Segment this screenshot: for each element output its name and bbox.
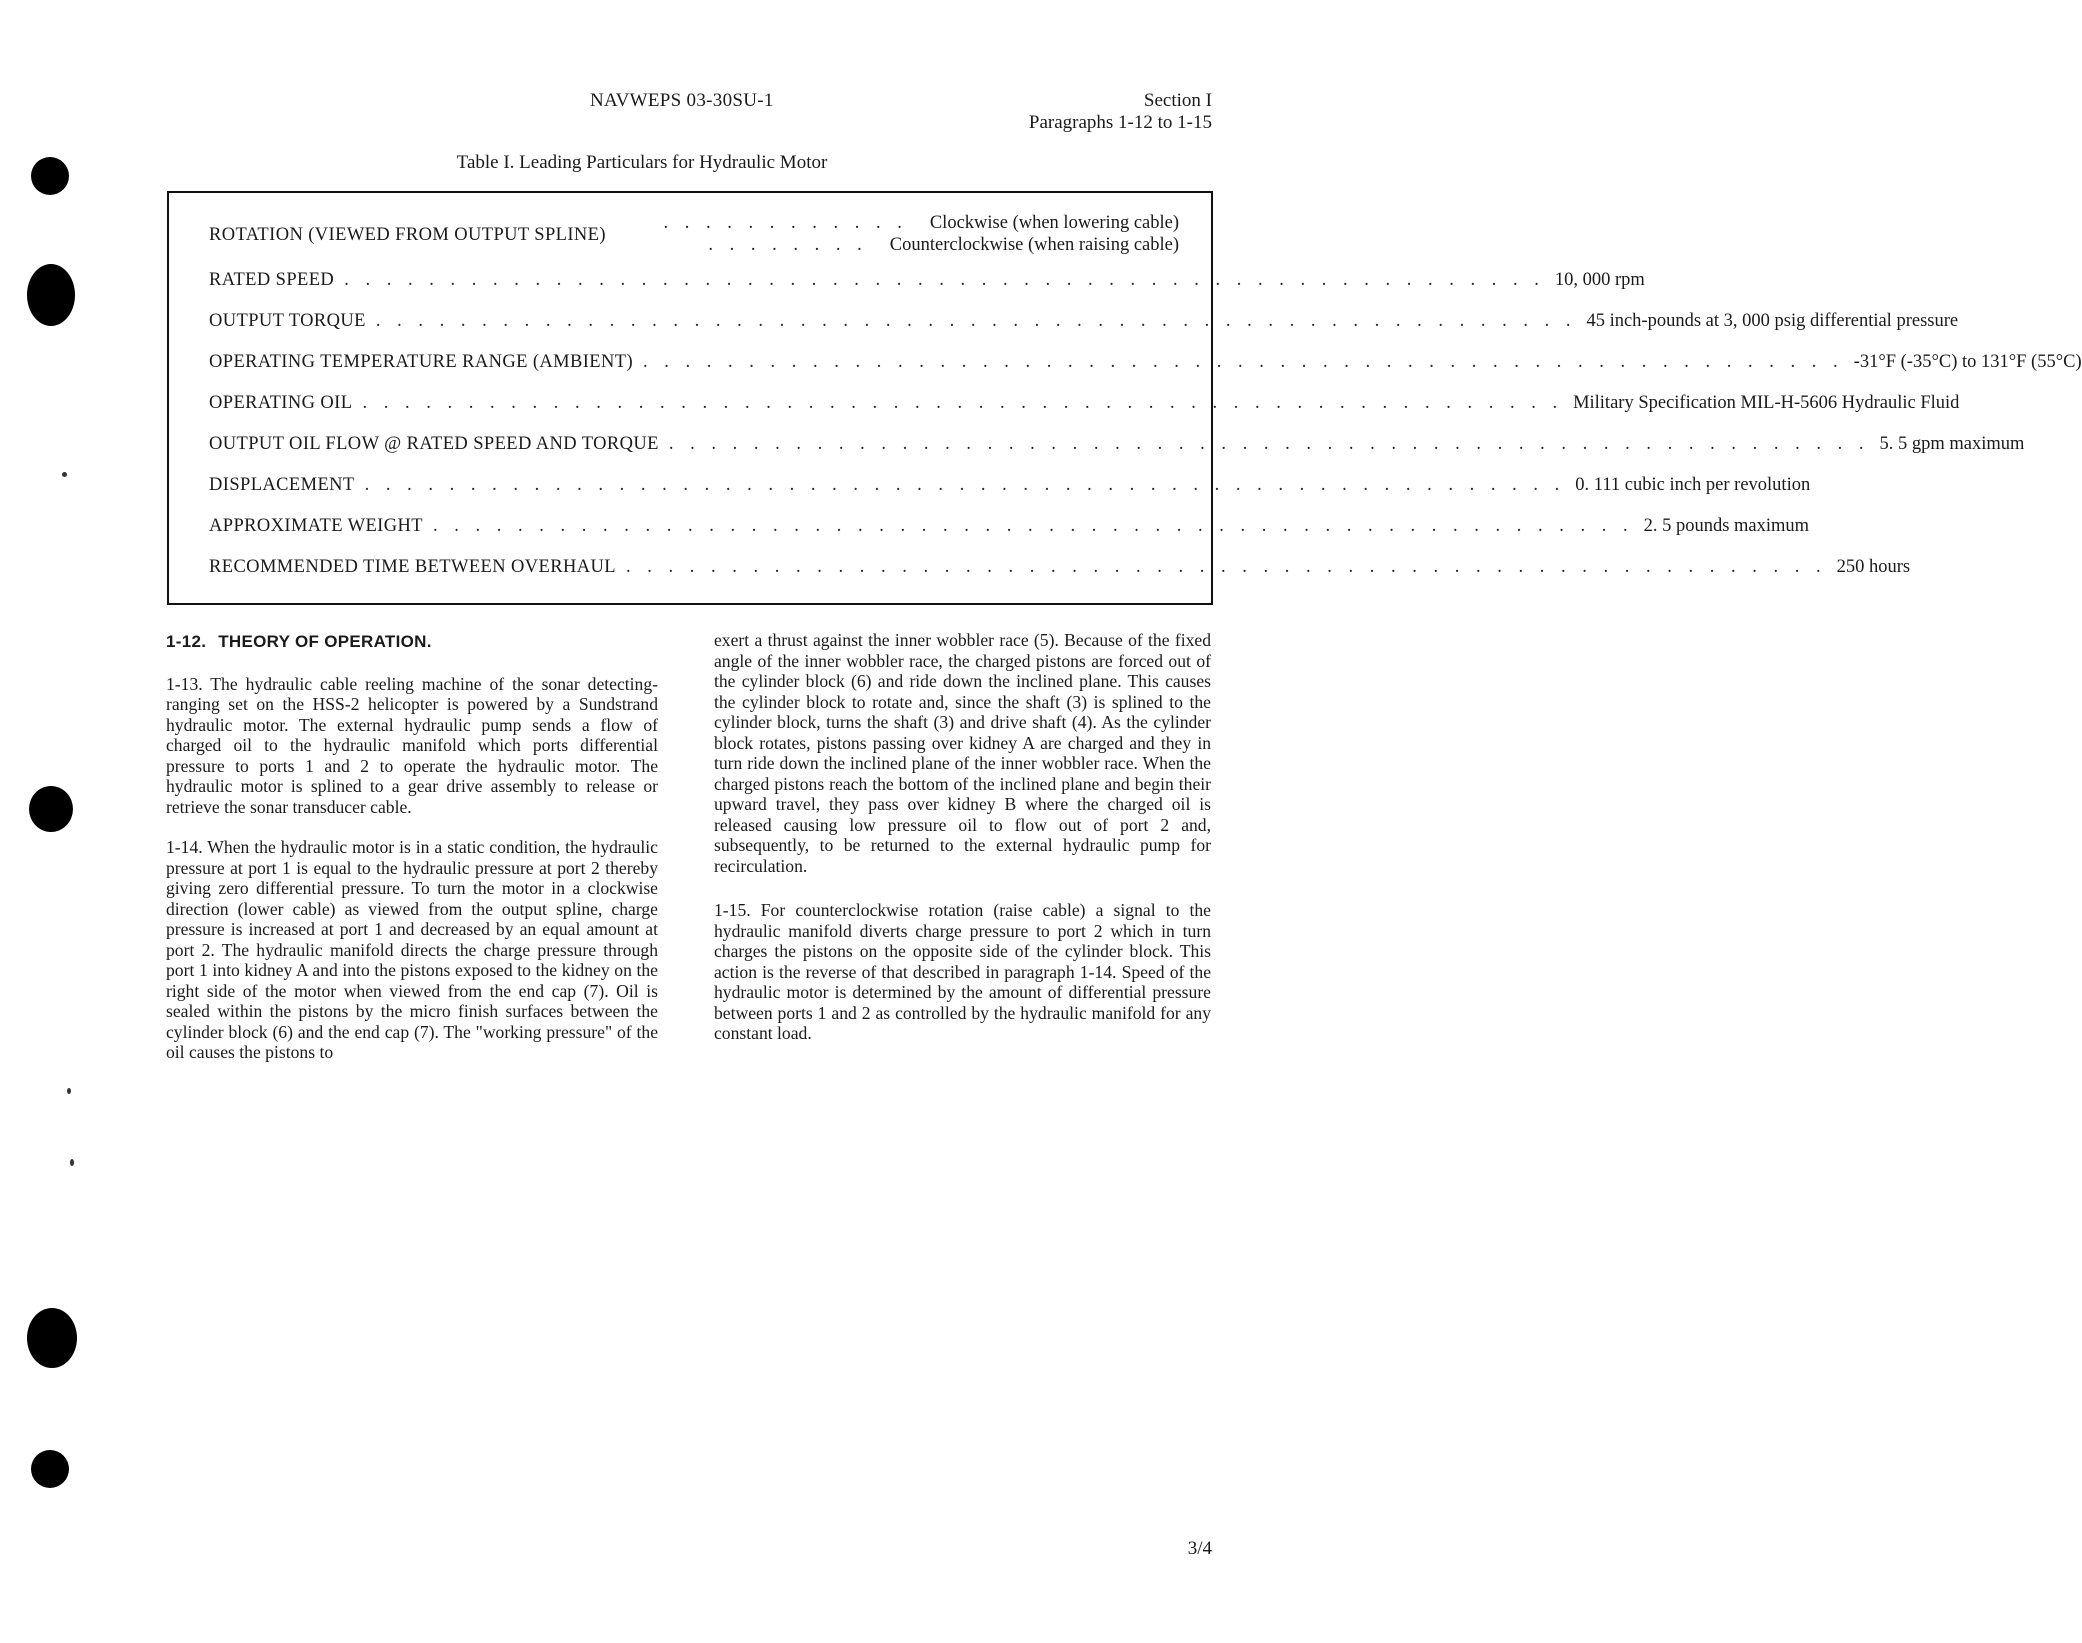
- row-value: 45 inch-pounds at 3, 000 psig differential pressure: [1586, 311, 1959, 331]
- row-value: 250 hours: [1836, 557, 1911, 577]
- table-row: [209, 516, 1810, 537]
- row-label: OPERATING TEMPERATURE RANGE (AMBIENT): [209, 352, 634, 372]
- table-row: [209, 213, 1179, 257]
- leader-dots: . . . . . . . . . . . . . . . . . . . . . . . . . . . . . . . . . . . . . . . . . . . . . . . . . . . . . . . . .: [668, 434, 1870, 454]
- paragraphs-label: Paragraphs 1-12 to 1-15: [1028, 112, 1212, 133]
- table-row: [209, 434, 2025, 455]
- table-title: Table I. Leading Particulars for Hydraulic Motor: [456, 152, 828, 173]
- section-number: 1-12.: [166, 632, 207, 651]
- row-value: Military Specification MIL-H-5606 Hydraulic Fluid: [1573, 393, 1960, 413]
- row-value: 10, 000 rpm: [1554, 270, 1645, 290]
- row-value: . . . . . . . . . . . . Clockwise (when lowering cable): [663, 213, 1179, 233]
- row-label: ROTATION (VIEWED FROM OUTPUT SPLINE): [209, 225, 606, 245]
- binder-hole-2: [27, 264, 75, 326]
- section-reference: [1029, 90, 1212, 134]
- row-value-2: . . . . . . . . Counterclockwise (when raising cable): [708, 235, 1179, 255]
- table-row: [209, 557, 1911, 578]
- leader-dots: . . . . . . . . . . . . . . . . . . . . . . . . . . . . . . . . . . . . . . . . . . . . . . . . . . . . . . . . .: [375, 311, 1577, 331]
- speck-mark: [67, 1088, 71, 1094]
- row-value: 0. 111 cubic inch per revolution: [1575, 475, 1811, 495]
- row-label: OUTPUT OIL FLOW @ RATED SPEED AND TORQUE: [209, 434, 659, 454]
- leader-dots: . . . . . . . . . . . . . . . . . . . . . . . . . . . . . . . . . . . . . . . . . . . . . . . . . . . . . . . . .: [344, 270, 1545, 290]
- paragraph-1-14: 1-14. When the hydraulic motor is in a static condition, the hydraulic pressure at port 1 is equal to the hydraulic pressure at port 2 thereby giving zero differential pressure. To turn the motor in a clockwise direction (lower cable) as viewed from the output spline, charge pressure is increased at port 1 and decreased by an equal amount at port 2. The hydraulic manifold directs the charge pressure through port 1 into kidney A and into the pistons exposed to the kidney on the right side of the motor when viewed from the end cap (7). Oil is sealed within the pistons by the micro finish surfaces between the cylinder block (6) and the end cap (7). The "working pressure" of the oil causes the pistons to: [166, 837, 658, 1062]
- binder-hole-4: [27, 1308, 77, 1368]
- document-number: NAVWEPS 03-30SU-1: [590, 90, 774, 111]
- leader-dots: . . . . . . . . . . . . . . . . . . . . . . . . . . . . . . . . . . . . . . . . . . . . . . . . . . . . . . . . .: [625, 557, 1827, 577]
- row-label: DISPLACEMENT: [209, 475, 355, 495]
- row-label: RATED SPEED: [209, 270, 335, 290]
- text-column-left: [166, 632, 658, 1083]
- row-label: OUTPUT TORQUE: [209, 311, 366, 331]
- speck-mark: [70, 1159, 74, 1166]
- section-label: Section I: [1143, 90, 1212, 111]
- table-row: [209, 393, 1960, 414]
- leader-dots: . . . . . . . . . . . . . . . . . . . . . . . . . . . . . . . . . . . . . . . . . . . . . . . . . . . . . . . . .: [432, 516, 1634, 536]
- table-row: [209, 311, 1959, 332]
- table-row: [209, 352, 2082, 373]
- paragraph-1-14-continued: exert a thrust against the inner wobbler race (5). Because of the fixed angle of the inner wobbler race, the charged pistons are forced out of the cylinder block (6) and ride down the inclined plane. This causes the cylinder block to rotate and, since the shaft (3) is splined to the cylinder block, turns the shaft (3) and drive shaft (4). As the cylinder block rotates, pistons passing over kidney A are charged and they in turn ride down the inclined plane of the inner wobbler race. When the charged pistons reach the bottom of the inclined plane and begin their upward travel, they pass over kidney B where the charged oil is released causing low pressure oil to flow out of port 2 and, subsequently, to be returned to the external hydraulic pump for recirculation.: [714, 630, 1211, 876]
- binder-hole-3: [29, 786, 73, 832]
- section-title: THEORY OF OPERATION.: [218, 632, 432, 651]
- row-value: 2. 5 pounds maximum: [1643, 516, 1810, 536]
- leader-dots: . . . . . . . . . . . . . . . . . . . . . . . . . . . . . . . . . . . . . . . . . . . . . . . . . . . . . . . . .: [362, 393, 1564, 413]
- row-value: -31°F (-35°C) to 131°F (55°C): [1853, 352, 2082, 372]
- table-row: [209, 475, 1811, 496]
- row-label: APPROXIMATE WEIGHT: [209, 516, 423, 536]
- row-value: 5. 5 gpm maximum: [1879, 434, 2025, 454]
- section-heading: [166, 632, 658, 653]
- paragraph-1-15: 1-15. For counterclockwise rotation (raise cable) a signal to the hydraulic manifold diverts charge pressure to port 2 which in turn charges the pistons on the opposite side of the cylinder block. This action is the reverse of that described in paragraph 1-14. Speed of the hydraulic motor is determined by the amount of differential pressure between ports 1 and 2 as controlled by the hydraulic manifold for any constant load.: [714, 900, 1211, 1043]
- binder-hole-5: [31, 1450, 69, 1488]
- text-column-right: [714, 630, 1211, 1064]
- leading-particulars-table: [167, 191, 2082, 605]
- leader-dots: . . . . . . . . . . . . . . . . . . . . . . . . . . . . . . . . . . . . . . . . . . . . . . . . . . . . . . . . .: [364, 475, 1566, 495]
- paragraph-1-13: 1-13. The hydraulic cable reeling machine of the sonar detecting-ranging set on the HSS-2 helicopter is powered by a Sundstrand hydraulic motor. The external hydraulic pump sends a flow of charged oil to the hydraulic manifold which ports differential pressure to ports 1 and 2 to operate the hydraulic motor. The hydraulic motor is splined to a gear drive assembly to release or retrieve the sonar transducer cable.: [166, 673, 658, 817]
- leader-dots: . . . . . . . . . . . . . . . . . . . . . . . . . . . . . . . . . . . . . . . . . . . . . . . . . . . . . . . . .: [643, 352, 1844, 372]
- row-label: RECOMMENDED TIME BETWEEN OVERHAUL: [209, 557, 616, 577]
- row-label: OPERATING OIL: [209, 393, 353, 413]
- page-number: 3/4: [1187, 1538, 1212, 1559]
- table-row: [209, 270, 1645, 291]
- speck-mark: [62, 472, 67, 477]
